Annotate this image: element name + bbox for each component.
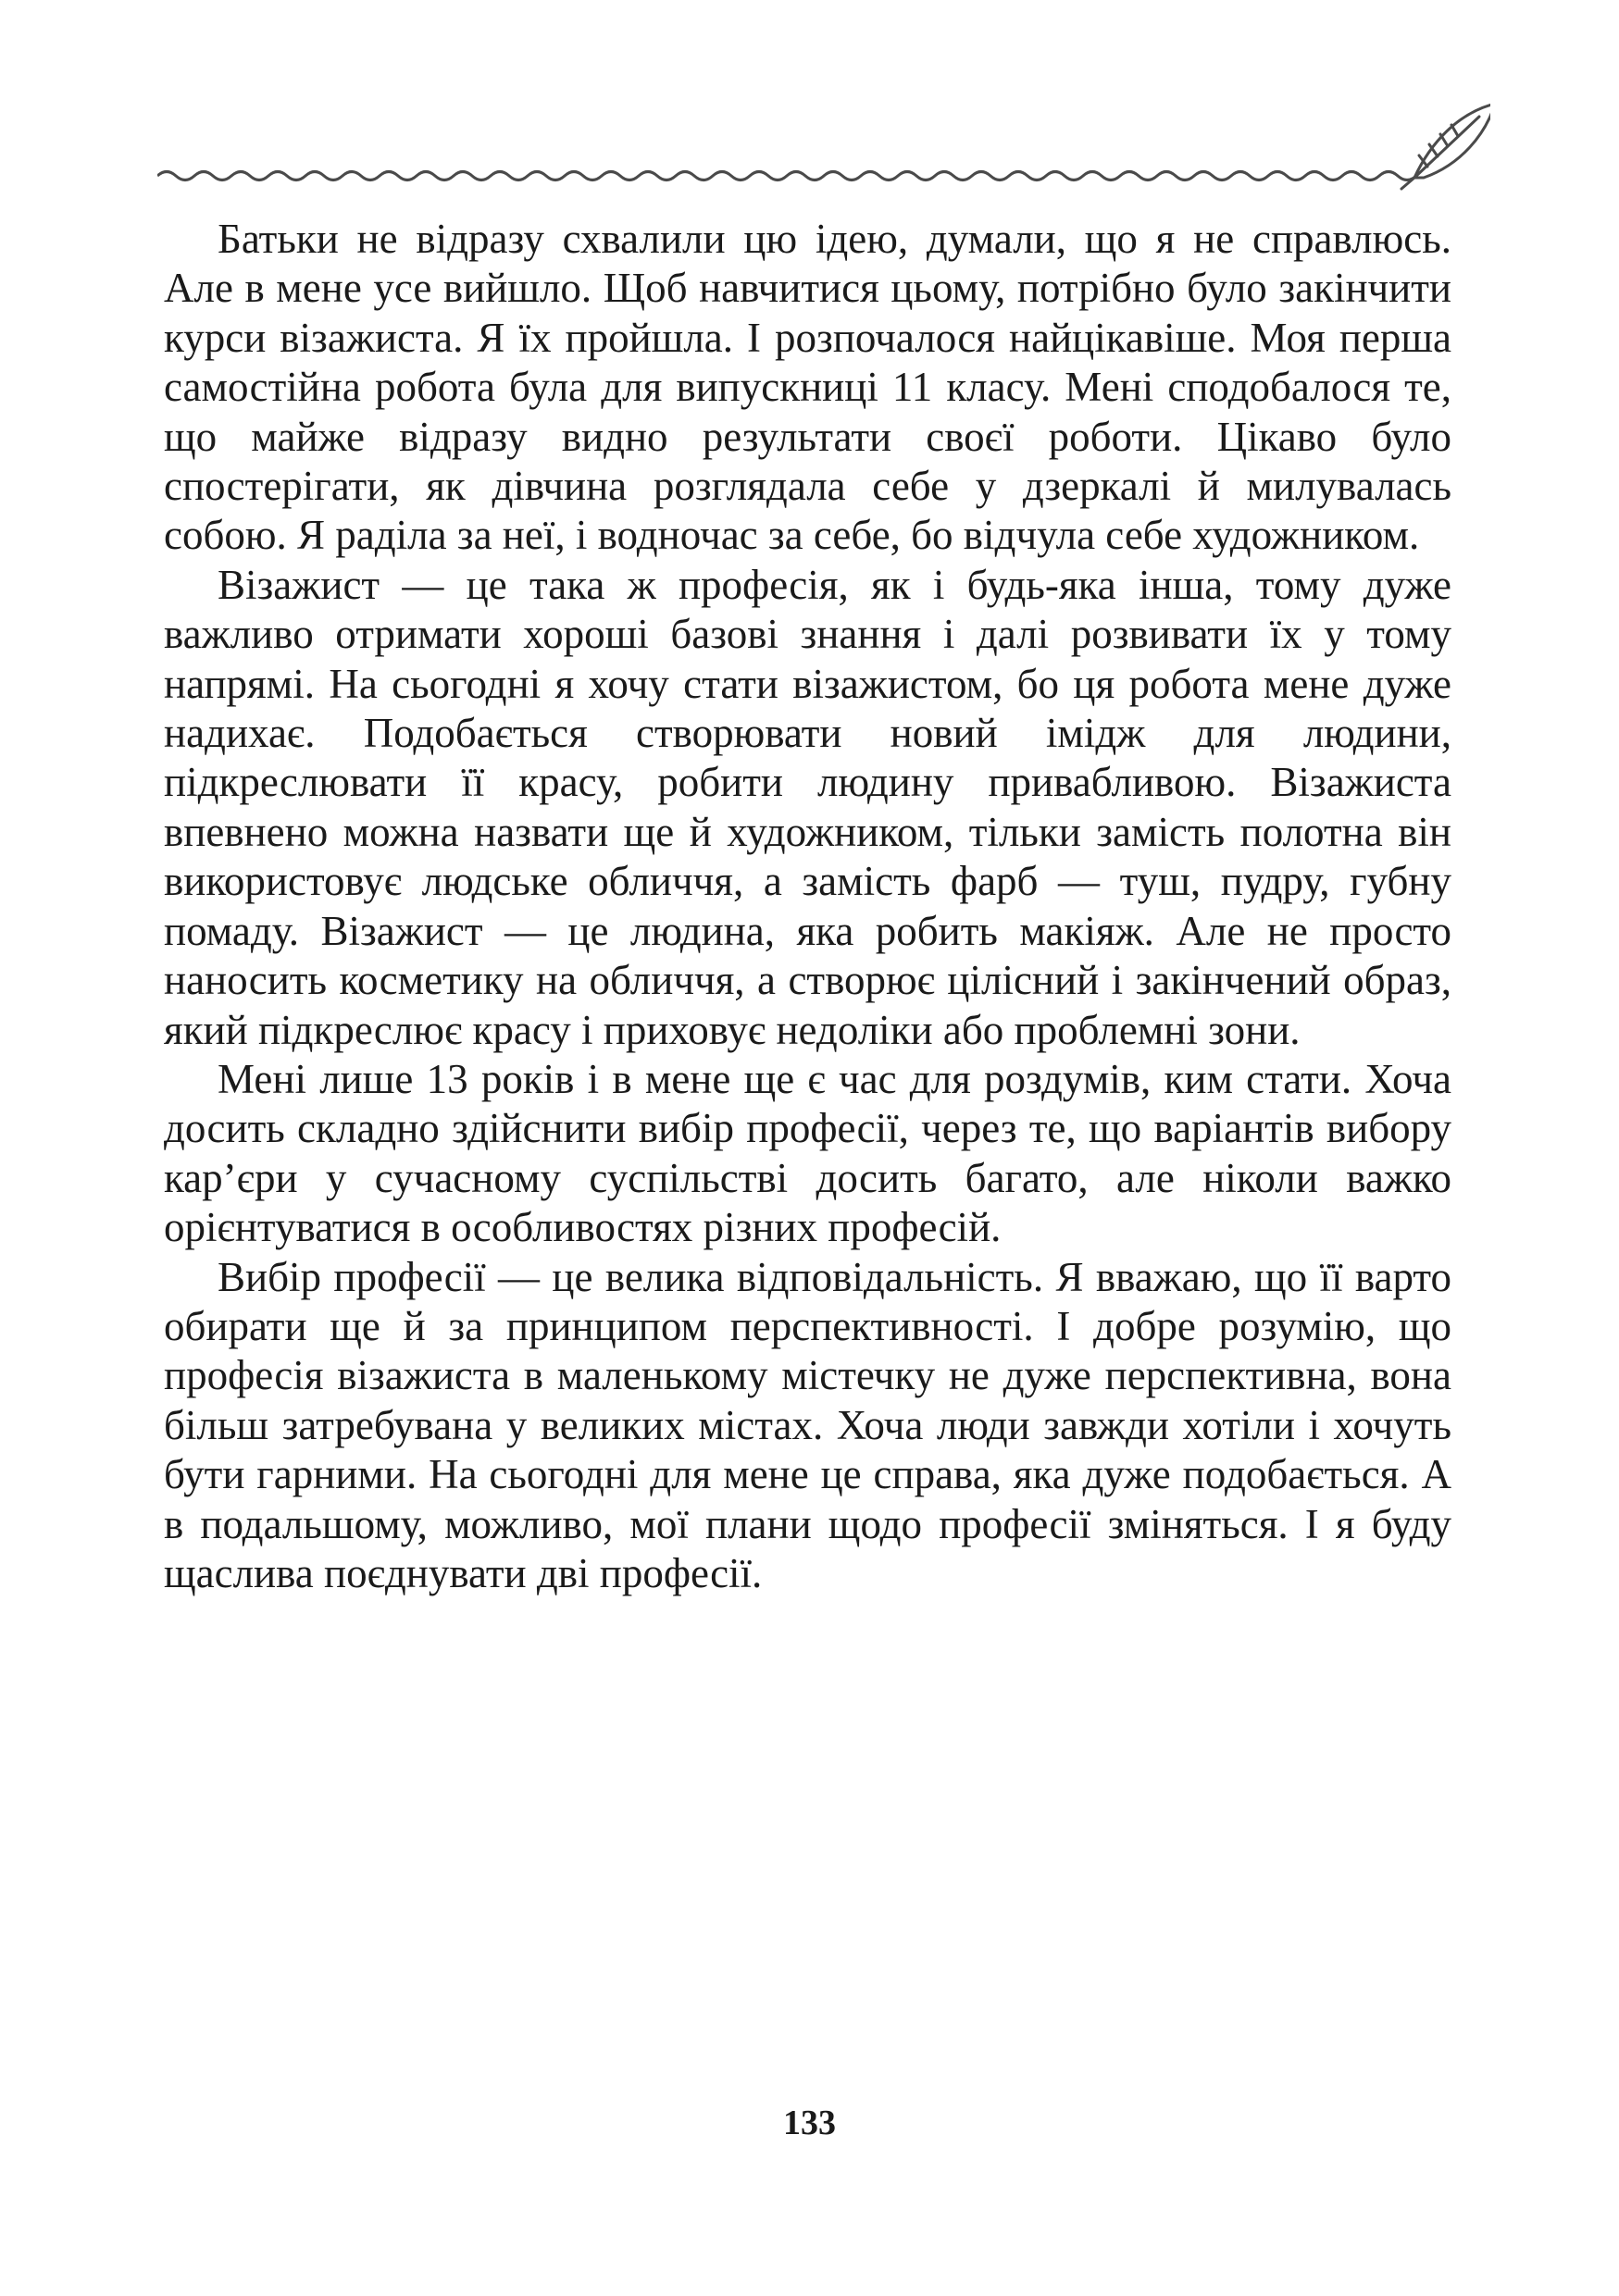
paragraph-3: Мені лише 13 років і в мене ще є час для роздумів, ким стати. Хоча досить складно здійснити вибір професії, через те, що варіантів вибору кар’єри у сучасному суспільстві досить багато, але ніколи важко орієнтуватися в особливостях різних професій. xyxy=(164,1055,1451,1251)
paragraph-4: Вибір професії — це велика відповідальність. Я вважаю, що її варто обирати ще й за принципом перспективності. І добре розумію, що професія візажиста в маленькому містечку не дуже перспективна, вона більш затребувана у великих містах. Хоча люди завжди хотіли і хочуть бути гарними. На сьогодні для мене це справа, яка дуже подобається. А в подальшому, можливо, мої плани щодо професії зміняться. І я буду щаслива поєднувати дві професії. xyxy=(164,1253,1451,1596)
article-body xyxy=(164,215,1451,1598)
header-ornament xyxy=(157,93,1490,204)
paragraph-1: Батьки не відразу схвалили цю ідею, думали, що я не справлюсь. Але в мене усе вийшло. Щоб навчитися цьому, потрібно було закінчити курси візажиста. Я їх пройшла. І розпочалося найцікавіше. Моя перша самостійна робота була для випускниці 11 класу. Мені сподобалося те, що майже відразу видно результати своєї роботи. Цікаво було спостерігати, як дівчина розглядала себе у дзеркалі й милувалась собою. Я раділа за неї, і водночас за себе, бо відчула себе художником. xyxy=(164,216,1451,559)
page-number: 133 xyxy=(783,2104,836,2142)
paragraph-2: Візажист — це така ж професія, як і будь-яка інша, тому дуже важливо отримати хороші базові знання і далі розвивати їх у тому напрямі. На сьогодні я хочу стати візажистом, бо ця робота мене дуже надихає. Подобається створювати новий імідж для людини, підкреслювати її красу, робити людину привабливою. Візажиста впевнено можна назвати ще й художником, тільки замість полотна він використовує людське обличчя, а замість фарб — туш, пудру, губну помаду. Візажист — це людина, яка робить макіяж. Але не просто наносить косметику на обличчя, а створює цілісний і закінчений образ, який підкреслює красу і приховує недоліки або проблемні зони. xyxy=(164,561,1451,1053)
quill-feather-icon xyxy=(1401,104,1490,189)
wavy-line xyxy=(157,172,1416,180)
